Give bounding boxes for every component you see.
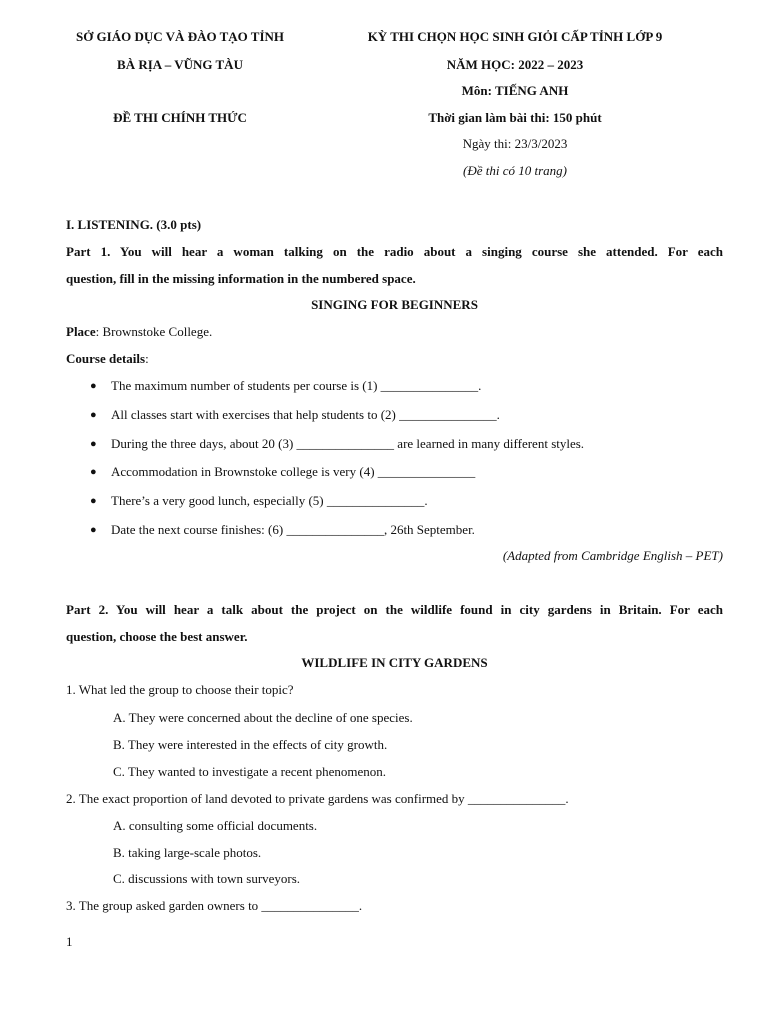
bullet-item-1: The maximum number of students per course is (1) _______________. [111,378,482,393]
question-1: 1. What led the group to choose their topic? [66,682,294,697]
question-1-option-a: A. They were concerned about the decline of one species. [113,710,413,725]
question-1-option-c: C. They wanted to investigate a recent phenomenon. [113,764,387,779]
bullet-icon: ● [90,380,97,392]
exam-title: KỲ THI CHỌN HỌC SINH GIỎI CẤP TỈNH LỚP 9 [367,29,663,44]
department-name: SỞ GIÁO DỤC VÀ ĐÀO TẠO TỈNH [75,29,285,44]
page-number: 1 [66,934,73,949]
place-label: Place [66,324,96,339]
exam-duration: Thời gian làm bài thi: 150 phút [428,110,602,125]
bullet-item-3: During the three days, about 20 (3) _______________ are learned in many different styles. [111,436,585,451]
course-details-line [66,351,149,367]
question-1-option-b: B. They were interested in the effects of city growth. [113,737,388,752]
page-count-note: (Đề thi có 10 trang) [463,163,567,178]
place-line [66,324,212,340]
question-3: 3. The group asked garden owners to _______________. [66,898,363,913]
part2-instruction-line2: question, choose the best answer. [66,629,248,644]
source-citation: (Adapted from Cambridge English – PET) [502,548,723,563]
course-details-label: Course details [66,351,146,366]
bullet-icon: ● [90,495,97,507]
bullet-item-5: There’s a very good lunch, especially (5) _______________. [111,493,428,508]
bullet-item-2: All classes start with exercises that help students to (2) _______________. [111,407,500,422]
question-2-option-b: B. taking large-scale photos. [113,845,262,860]
question-2-option-c: C. discussions with town surveyors. [113,871,301,886]
place-value: : Brownstoke College. [95,324,213,339]
bullet-icon: ● [90,466,97,478]
bullet-icon: ● [90,524,97,536]
exam-date: Ngày thi: 23/3/2023 [462,136,568,151]
bullet-icon: ● [90,438,97,450]
province-name: BÀ RỊA – VŨNG TÀU [117,57,243,72]
official-exam-label: ĐỀ THI CHÍNH THỨC [113,110,247,125]
bullet-item-6: Date the next course finishes: (6) _______________, 26th September. [111,522,475,537]
question-2-option-a: A. consulting some official documents. [113,818,318,833]
part1-title: SINGING FOR BEGINNERS [311,297,478,312]
part1-instruction-line2: question, fill in the missing information in the numbered space. [66,271,416,286]
part1-instruction-line1: Part 1. You will hear a woman talking on the radio about a singing course she attended. For each [66,244,723,259]
part2-title: WILDLIFE IN CITY GARDENS [301,655,488,670]
bullet-item-4: Accommodation in Brownstoke college is very (4) _______________ [111,464,476,479]
question-2: 2. The exact proportion of land devoted to private gardens was confirmed by _______________. [66,791,569,806]
subject: Môn: TIẾNG ANH [461,83,569,98]
bullet-icon: ● [90,409,97,421]
section-heading: I. LISTENING. (3.0 pts) [66,217,202,232]
part2-instruction-line1: Part 2. You will hear a talk about the project on the wildlife found in city gardens in Britain. For each [66,602,723,617]
school-year: NĂM HỌC: 2022 – 2023 [446,57,584,72]
course-details-colon: : [145,351,149,366]
